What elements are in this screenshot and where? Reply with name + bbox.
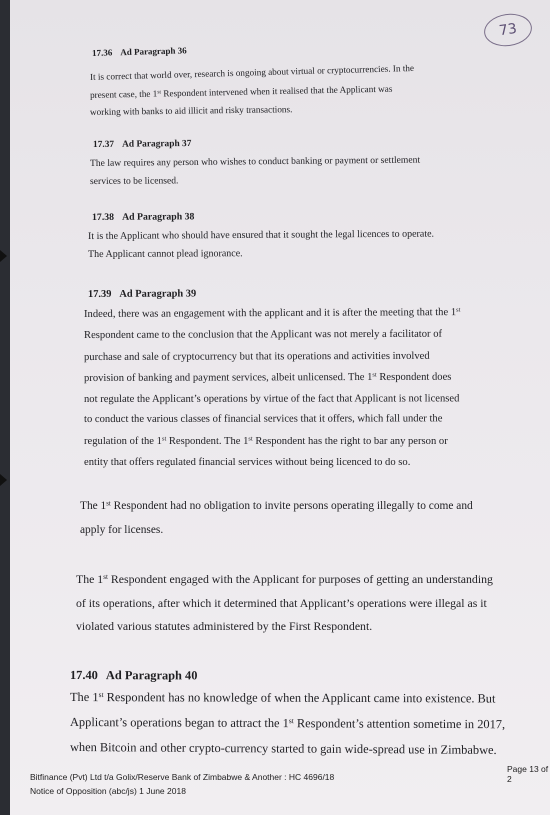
document-page <box>10 0 550 815</box>
body-text-line: It is the Applicant who should have ensured that it sought the legal licences to operate. <box>87 228 435 242</box>
body-text-line: services to be licensed. <box>89 175 179 187</box>
paragraph-heading <box>93 139 191 150</box>
paragraph-number: 17.36 <box>91 47 113 58</box>
body-text-line: of its operations, after which it determined that Applicant’s operations were illegal as it <box>76 596 487 610</box>
body-text-line: The Applicant cannot plead ignorance. <box>87 248 243 260</box>
paragraph-heading <box>92 211 195 223</box>
body-text-line: present case, the 1st Respondent intervened when it realised that the Applicant was <box>89 83 393 100</box>
body-text-line: The 1st Respondent engaged with the Applicant for purposes of getting an understanding <box>76 572 493 586</box>
binder-hole-mark <box>0 474 7 486</box>
paragraph-title: Ad Paragraph 40 <box>105 668 198 683</box>
paragraph-title: Ad Paragraph 38 <box>122 211 195 223</box>
handwritten-page-number: 73 <box>482 11 534 49</box>
body-text-line: entity that offers regulated financial services without being licenced to do so. <box>84 457 411 468</box>
paragraph-title: Ad Paragraph 39 <box>119 288 197 300</box>
paragraph-number: 17.38 <box>91 211 115 223</box>
paragraph-number: 17.40 <box>69 668 98 683</box>
body-text-line: apply for licenses. <box>80 524 164 536</box>
body-text-line: when Bitcoin and other crypto-currency started to gain wide-spread use in Zimbabwe. <box>69 740 497 757</box>
paragraph-title: Ad Paragraph 36 <box>120 45 187 58</box>
body-text-line: purchase and sale of cryptocurrency but that its operations and activities involved <box>83 350 430 363</box>
paragraph-title: Ad Paragraph 37 <box>122 138 192 150</box>
paragraph-number: 17.39 <box>87 288 112 300</box>
body-text-line: Applicant’s operations began to attract the 1st Respondent’s attention sometime in 2017, <box>69 715 506 732</box>
paragraph-heading <box>92 45 187 58</box>
body-text-line: to conduct the various classes of financial services that it offers, which fall under the <box>83 413 443 425</box>
body-text-line: The law requires any person who wishes to conduct banking or payment or settlement <box>89 154 421 169</box>
binder-hole-mark <box>0 250 7 262</box>
body-text-line: not regulate the Applicant’s operations by virtue of the fact that Applicant is not licensed <box>83 393 460 405</box>
paragraph-heading <box>88 288 196 300</box>
body-text-line: provision of banking and payment services, albeit unlicensed. The 1st Respondent does <box>83 371 452 384</box>
footer-notice-line: Notice of Opposition (abc/js) 1 June 2018 <box>30 786 186 796</box>
footer-page-label: Page 13 of 2 <box>507 764 549 784</box>
paragraph-number: 17.37 <box>92 139 115 150</box>
body-text-line: violated various statutes administered by the First Respondent. <box>76 619 373 633</box>
body-text-line: Respondent came to the conclusion that the Applicant was not merely a facilitator of <box>83 328 443 341</box>
paragraph-heading <box>70 668 198 683</box>
body-text-line: The 1st Respondent had no obligation to invite persons operating illegally to come and <box>80 500 473 512</box>
body-text-line: working with banks to aid illicit and risky transactions. <box>89 104 293 117</box>
body-text-line: The 1st Respondent has no knowledge of when the Applicant came into existence. But <box>69 690 496 706</box>
body-text-line: It is correct that world over, research is ongoing about virtual or cryptocurrencies. In the <box>89 62 415 82</box>
body-text-line: Indeed, there was an engagement with the applicant and it is after the meeting that the 1st <box>83 306 461 320</box>
document-footer <box>30 770 334 798</box>
body-text-line: regulation of the 1st Respondent. The 1st Respondent has the right to bar any person or <box>84 435 448 447</box>
footer-case-line: Bitfinance (Pvt) Ltd t/a Golix/Reserve Bank of Zimbabwe & Another : HC 4696/18 <box>30 772 335 782</box>
